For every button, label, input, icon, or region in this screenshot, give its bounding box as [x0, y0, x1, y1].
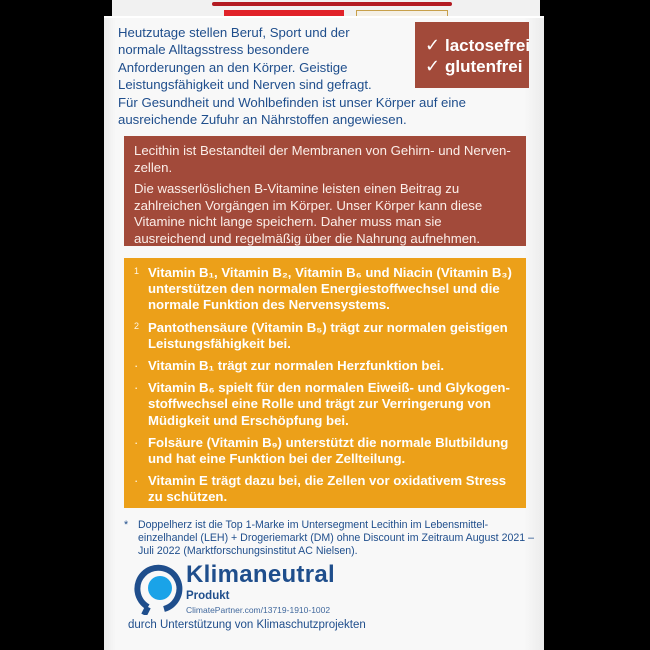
- info-paragraph: Die wasserlöslichen B-Vitamine leisten einen Beitrag zu zahlreichen Vorgängen im Körper. Unser Körper kann diese Vitamine nicht lange speichern. Daher muss man sie ausreichend und regelmäßig über die Nahrung aufnehmen.: [134, 181, 483, 246]
- climatepartner-logo-icon: [134, 563, 186, 615]
- footnote: [124, 519, 534, 557]
- check-icon: ✓: [425, 56, 441, 76]
- bullet-icon: ·: [134, 473, 139, 489]
- badge-item-lactosefrei: [425, 35, 529, 56]
- klimaneutral-support-text: durch Unterstützung von Klimaschutzprojekten: [128, 619, 366, 631]
- asterisk-marker: *: [124, 519, 129, 531]
- badge-label: lactosefrei: [445, 36, 531, 55]
- intro-line: Anforderungen an den Körper. Geistige: [118, 59, 348, 75]
- claim-item: [134, 265, 516, 314]
- claim-item: [134, 473, 516, 505]
- free-from-badge: [415, 22, 529, 88]
- intro-line: ausreichende Zufuhr an Nährstoffen angewiesen.: [118, 112, 407, 128]
- claim-text: Vitamin B₆ spielt für den normalen Eiweiß- und Glykogen-stoffwechsel eine Rolle und trägt zur Verringerung von Müdigkeit und Erschöpfung bei.: [148, 380, 510, 428]
- vitamin-claims-panel: [124, 258, 526, 508]
- climatepartner-url: ClimatePartner.com/13719-1910-1002: [186, 605, 331, 615]
- intro-line: Heutzutage stellen Beruf, Sport und der: [118, 25, 350, 40]
- claim-item: [134, 358, 516, 374]
- claim-text: Vitamin E trägt dazu bei, die Zellen vor oxidativem Stress zu schützen.: [148, 473, 507, 505]
- package-lid: [112, 0, 540, 17]
- package-back: [104, 16, 544, 650]
- klimaneutral-title: Klimaneutral: [186, 561, 335, 588]
- claim-text: Vitamin B₁, Vitamin B₂, Vitamin B₆ und Niacin (Vitamin B₃) unterstützen den normalen Energiestoffwechsel und die normale Funktion des Nervensystems.: [148, 265, 512, 313]
- intro-line: Leistungsfähigkeit und Nerven sind gefragt.: [118, 77, 372, 93]
- info-paragraph: Lecithin ist Bestandteil der Membranen von Gehirn- und Nerven-zellen.: [134, 143, 511, 175]
- claim-item: [134, 435, 516, 467]
- klimaneutral-subtitle: Produkt: [186, 590, 230, 602]
- badge-label: glutenfrei: [445, 57, 523, 76]
- bullet-icon: ·: [134, 380, 139, 396]
- lecithin-info-panel: [124, 136, 526, 246]
- claim-item: [134, 380, 516, 429]
- intro-line: normale Alltagsstress besondere: [118, 42, 310, 58]
- climate-neutral-label: [128, 561, 428, 650]
- check-icon: ✓: [425, 35, 441, 55]
- brand-stripe: [212, 2, 452, 6]
- claim-text: Pantothensäure (Vitamin B₅) trägt zur normalen geistigen Leistungsfähigkeit bei.: [148, 319, 508, 351]
- bullet-icon: ·: [134, 434, 139, 450]
- footnote-text: Doppelherz ist die Top 1-Marke im Untersegment Lecithin im Lebensmittel-einzelhandel (LEH) + Drogeriemarkt (DM) ohne Discount im Zeitraum August 2021 – Juli 2022 (Marktforschungsinstitut AC Nielsen).: [138, 519, 534, 557]
- claim-item: [134, 320, 516, 352]
- claim-text: Folsäure (Vitamin B₉) unterstützt die normale Blutbildung und hat eine Funktion bei der Zellteilung.: [148, 434, 509, 467]
- superscript-marker: 1: [134, 266, 140, 276]
- badge-item-glutenfrei: [425, 56, 529, 77]
- intro-line: Für Gesundheit und Wohlbefinden ist unser Körper auf eine: [118, 94, 466, 110]
- claim-text: Vitamin B₁ trägt zur normalen Herzfunktion bei.: [148, 358, 445, 374]
- superscript-marker: 2: [134, 320, 140, 331]
- bullet-icon: ·: [134, 358, 139, 374]
